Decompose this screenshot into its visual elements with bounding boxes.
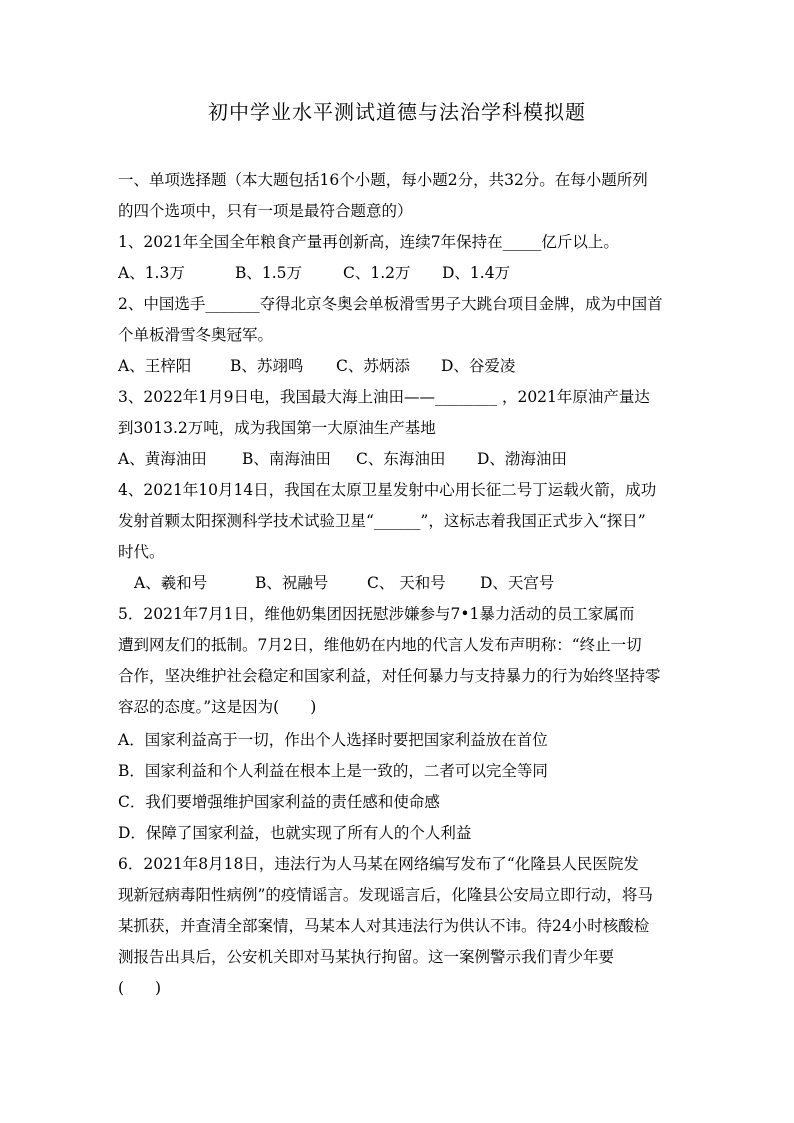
- q1-option-a: A、1.3万: [118, 264, 185, 282]
- page-title: 初中学业水平测试道德与法治学科模拟题: [208, 100, 586, 124]
- question-6-text-line-5: ( ): [118, 979, 162, 997]
- q4-option-c: C、 天和号: [367, 574, 446, 592]
- question-6-text-line-2: 现新冠病毒阳性病例”的疫情谣言。发现谣言后，化隆县公安局立即行动，将马: [118, 886, 653, 904]
- question-4-text-line-3: 时代。: [118, 543, 165, 561]
- q3-option-c: C、东海油田: [356, 450, 446, 468]
- q2-option-a: A、王梓阳: [118, 357, 192, 375]
- question-3-text-line-1: 3、2022年1月9日电，我国最大海上油田——________ ，2021年原油产量达: [118, 388, 650, 406]
- q5-option-a: A．国家利益高于一切，作出个人选择时要把国家利益放在首位: [118, 731, 548, 749]
- q5-option-c: C．我们要增强维护国家利益的责任感和使命感: [118, 793, 440, 811]
- question-4-text-line-1: 4、2021年10月14日，我国在太原卫星发射中心用长征二号丁运载火箭，成功: [118, 481, 657, 499]
- question-5-text-line-2: 遭到网友们的抵制。7月2日，维他奶在内地的代言人发布声明称：“终止一切: [118, 636, 642, 654]
- q4-option-d: D、天宫号: [480, 574, 555, 592]
- q2-option-c: C、苏炳添: [336, 357, 410, 375]
- question-2-text-line-2: 个单板滑雪冬奥冠军。: [118, 326, 274, 344]
- question-5-text-line-3: 合作，坚决维护社会稳定和国家利益，对任何暴力与支持暴力的行为始终坚持零: [118, 667, 661, 685]
- question-3-options: [118, 449, 567, 469]
- section-heading-line-2: 的四个选项中，只有一项是最符合题意的）: [118, 202, 413, 220]
- q4-option-a: A、羲和号: [134, 574, 208, 592]
- question-2-options: [118, 356, 515, 376]
- question-4-options: [134, 573, 554, 593]
- q1-option-b: B、1.5万: [235, 264, 303, 282]
- q5-option-b: B．国家利益和个人利益在根本上是一致的，二者可以完全等同: [118, 762, 548, 780]
- section-heading-line-1: 一、单项选择题（本大题包括16个小题，每小题2分，共32分。在每小题所列: [118, 171, 648, 189]
- q4-option-b: B、祝融号: [255, 574, 329, 592]
- question-4-text-line-2: 发射首颗太阳探测科学技术试验卫星“______”，这标志着我国正式步入“探日”: [118, 512, 646, 530]
- q2-option-b: B、苏翊鸣: [230, 357, 304, 375]
- question-2-text-line-1: 2、中国选手_______夺得北京冬奥会单板滑雪男子大跳台项目金牌，成为中国首: [118, 295, 663, 313]
- question-5-text-line-1: 5．2021年7月1日，维他奶集团因抚慰涉嫌参与7•1暴力活动的员工家属而: [118, 605, 635, 623]
- q1-option-c: C、1.2万: [343, 264, 411, 282]
- q2-option-d: D、谷爱凌: [441, 357, 516, 375]
- question-5-text-line-4: 容忍的态度。”这是因为( ): [118, 698, 317, 716]
- question-6-text-line-1: 6．2021年8月18日，违法行为人马某在网络编写发布了“化隆县人民医院发: [118, 855, 639, 873]
- q3-option-d: D、渤海油田: [477, 450, 567, 468]
- q3-option-b: B、南海油田: [242, 450, 331, 468]
- question-3-text-line-2: 到3013.2万吨，成为我国第一大原油生产基地: [118, 419, 436, 437]
- q5-option-d: D．保障了国家利益，也就实现了所有人的个人利益: [118, 824, 472, 842]
- question-1-options: [118, 263, 510, 283]
- q3-option-a: A、黄海油田: [118, 450, 207, 468]
- q1-option-d: D、1.4万: [442, 264, 511, 282]
- question-6-text-line-4: 测报告出具后，公安机关即对马某执行拘留。这一案例警示我们青少年要: [118, 948, 615, 966]
- question-1-text: 1、2021年全国全年粮食产量再创新高，连续7年保持在_____亿斤以上。: [118, 233, 619, 251]
- question-6-text-line-3: 某抓获，并查清全部案情，马某本人对其违法行为供认不讳。待24小时核酸检: [118, 917, 650, 935]
